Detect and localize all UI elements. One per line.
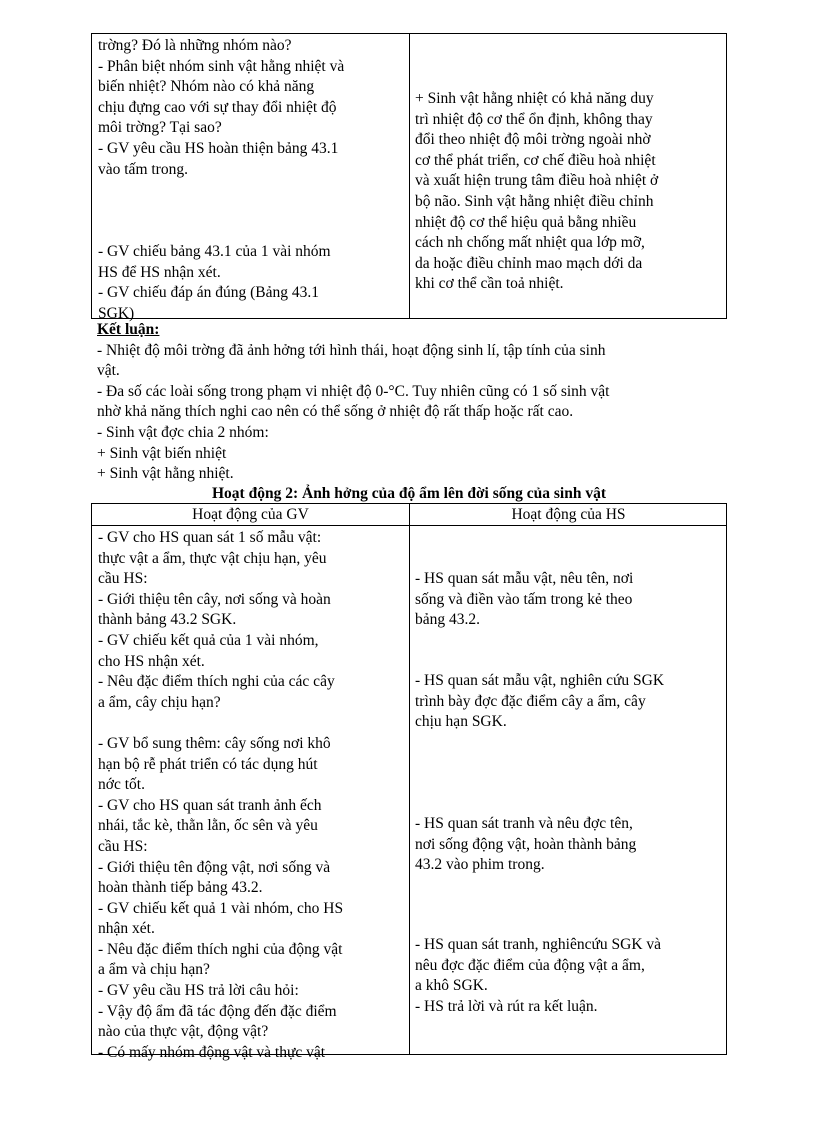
text-line: HS để HS nhận xét. xyxy=(98,263,221,281)
text-line: nhiệt độ cơ thể hiệu quả bằng nhiều xyxy=(415,213,637,231)
text-line: - Giới thiệu tên động vật, nơi sống và xyxy=(98,858,331,876)
text-line: nêu đợc đặc điểm của động vật a ẩm, xyxy=(415,956,645,974)
text-line: a ẩm, cây chịu hạn? xyxy=(98,693,221,711)
text-line: nào của thực vật, động vật? xyxy=(98,1023,269,1041)
column-divider xyxy=(409,34,410,318)
hs-column xyxy=(415,89,720,295)
text-line: bảng 43.2. xyxy=(415,611,481,629)
text-line: - GV cho HS quan sát tranh ảnh ếch xyxy=(98,796,322,814)
text-line: SGK) xyxy=(98,304,135,322)
text-line: - HS trả lời và rút ra kết luận. xyxy=(415,997,598,1015)
text-line: - Có mấy nhóm động vật và thực vật xyxy=(98,1043,326,1061)
text-line: - Nêu đặc điểm thích nghi của các cây xyxy=(98,673,335,691)
text-line: nớc tốt. xyxy=(98,776,145,794)
text-line: - HS quan sát mẫu vật, nghiên cứu SGK xyxy=(415,672,665,689)
text-line: - Sinh vật đợc chia 2 nhóm: xyxy=(97,423,269,441)
text-line: - Nhiệt độ môi trờng đã ảnh hởng tới hình thái, hoạt động sinh lí, tập tính của sinh xyxy=(97,341,606,359)
text-line xyxy=(98,180,404,201)
text-line: da hoặc điều chỉnh mao mạch dới da xyxy=(415,254,643,272)
text-line: và xuất hiện trung tâm điều hoà nhiệt ở xyxy=(415,172,659,190)
text-line: - Nêu đặc điểm thích nghi của động vật xyxy=(98,940,343,958)
text-line: chịu hạn SGK. xyxy=(415,713,507,731)
hs-block-1 xyxy=(415,569,720,631)
header-divider xyxy=(92,525,726,526)
text-line: - Phân biệt nhóm sinh vật hằng nhiệt và xyxy=(98,57,345,75)
text-line: khi cơ thể cần toả nhiệt. xyxy=(415,275,564,293)
text-line xyxy=(98,221,404,242)
text-line: + Sinh vật biến nhiệt xyxy=(97,444,227,462)
text-line: + Sinh vật hằng nhiệt. xyxy=(97,465,234,483)
text-line: - HS quan sát tranh, nghiêncứu SGK và xyxy=(415,936,662,953)
text-line: nơi sống động vật, hoàn thành bảng xyxy=(415,835,637,853)
text-line: - GV cho HS quan sát 1 số mẫu vật: xyxy=(98,529,322,546)
text-line: - HS quan sát tranh và nêu đợc tên, xyxy=(415,815,633,832)
hs-block-2 xyxy=(415,671,720,733)
text-line: - Đa số các loài sống trong phạm vi nhiệt độ 0-°C. Tuy nhiên cũng có 1 số sinh vật xyxy=(97,382,610,400)
text-line: - Vậy độ ẩm đã tác động đến đặc điểm xyxy=(98,1002,337,1020)
text-line: - GV yêu cầu HS trả lời câu hỏi: xyxy=(98,982,299,1000)
hs-block-4 xyxy=(415,935,720,1017)
text-line: - GV chiếu đáp án đúng (Bảng 43.1 xyxy=(98,284,319,302)
text-line: trì nhiệt độ cơ thể ổn định, không thay xyxy=(415,110,653,128)
text-line: - HS quan sát mẫu vật, nêu tên, nơi xyxy=(415,570,634,587)
text-line: biến nhiệt? Nhóm nào có khả năng xyxy=(98,78,315,96)
text-line: bộ não. Sinh vật hằng nhiệt điều chỉnh xyxy=(415,192,654,210)
text-line: cho HS nhận xét. xyxy=(98,652,205,670)
text-line: a khô SGK. xyxy=(415,977,488,995)
text-line: nhái, tắc kè, thằn lằn, ốc sên và yêu xyxy=(98,817,318,835)
text-line: thành bảng 43.2 SGK. xyxy=(98,611,237,629)
text-line: nhận xét. xyxy=(98,920,155,938)
activity2-table xyxy=(91,503,727,1061)
text-line: - GV chiếu bảng 43.1 của 1 vài nhóm xyxy=(98,242,331,260)
text-line: vào tấm trong. xyxy=(98,160,188,178)
text-line: a ẩm và chịu hạn? xyxy=(98,961,210,979)
text-line: cầu HS: xyxy=(98,837,148,855)
text-line: - GV chiếu kết quả của 1 vài nhóm, xyxy=(98,631,319,649)
gv-column xyxy=(98,528,404,1063)
text-line: môi trờng? Tại sao? xyxy=(98,119,222,137)
text-line: cầu HS: xyxy=(98,570,148,588)
text-line xyxy=(98,201,404,222)
text-line: + Sinh vật hằng nhiệt có khả năng duy xyxy=(415,90,654,107)
gv-column xyxy=(98,36,404,324)
text-line: 43.2 vào phim trong. xyxy=(415,856,545,874)
hs-block-3 xyxy=(415,814,720,876)
text-line: - GV chiếu kết quả 1 vài nhóm, cho HS xyxy=(98,899,344,917)
header-hs: Hoạt động của HS xyxy=(511,506,626,523)
text-line: chịu đựng cao với sự thay đổi nhiệt độ xyxy=(98,98,337,116)
text-line: vật. xyxy=(97,362,120,380)
text-line: hạn bộ rễ phát triển có tác dụng hút xyxy=(98,755,318,773)
text-line: sống và điền vào tấm trong kẻ theo xyxy=(415,590,633,608)
text-line: - GV yêu cầu HS hoàn thiện bảng 43.1 xyxy=(98,139,339,157)
text-line: cách nh chống mất nhiệt qua lớp mỡ, xyxy=(415,234,645,252)
text-line: - GV bổ sung thêm: cây sống nơi khô xyxy=(98,734,331,752)
conclusion-body xyxy=(97,341,757,485)
conclusion-section xyxy=(97,320,757,485)
column-divider xyxy=(409,504,410,1054)
text-line: thực vật a ẩm, thực vật chịu hạn, yêu xyxy=(98,549,327,567)
text-line xyxy=(98,713,404,734)
text-line: trờng? Đó là những nhóm nào? xyxy=(98,37,292,54)
text-line: cơ thể phát triển, cơ chế điều hoà nhiệt xyxy=(415,151,656,169)
text-line: - Giới thiệu tên cây, nơi sống và hoàn xyxy=(98,590,331,608)
activity2-title: Hoạt động 2: Ảnh hởng của độ ẩm lên đời sống của sinh vật xyxy=(212,485,606,502)
header-gv: Hoạt động của GV xyxy=(192,506,309,523)
activity1-table xyxy=(91,33,727,322)
text-line: đổi theo nhiệt độ môi trờng ngoài nhờ xyxy=(415,131,651,149)
text-line: trình bày đợc đặc điểm cây a ẩm, cây xyxy=(415,692,646,710)
conclusion-title: Kết luận: xyxy=(97,321,160,338)
text-line: hoàn thành tiếp bảng 43.2. xyxy=(98,879,263,897)
text-line: nhờ khả năng thích nghi cao nên có thể sống ở nhiệt độ rất thấp hoặc rất cao. xyxy=(97,403,574,421)
